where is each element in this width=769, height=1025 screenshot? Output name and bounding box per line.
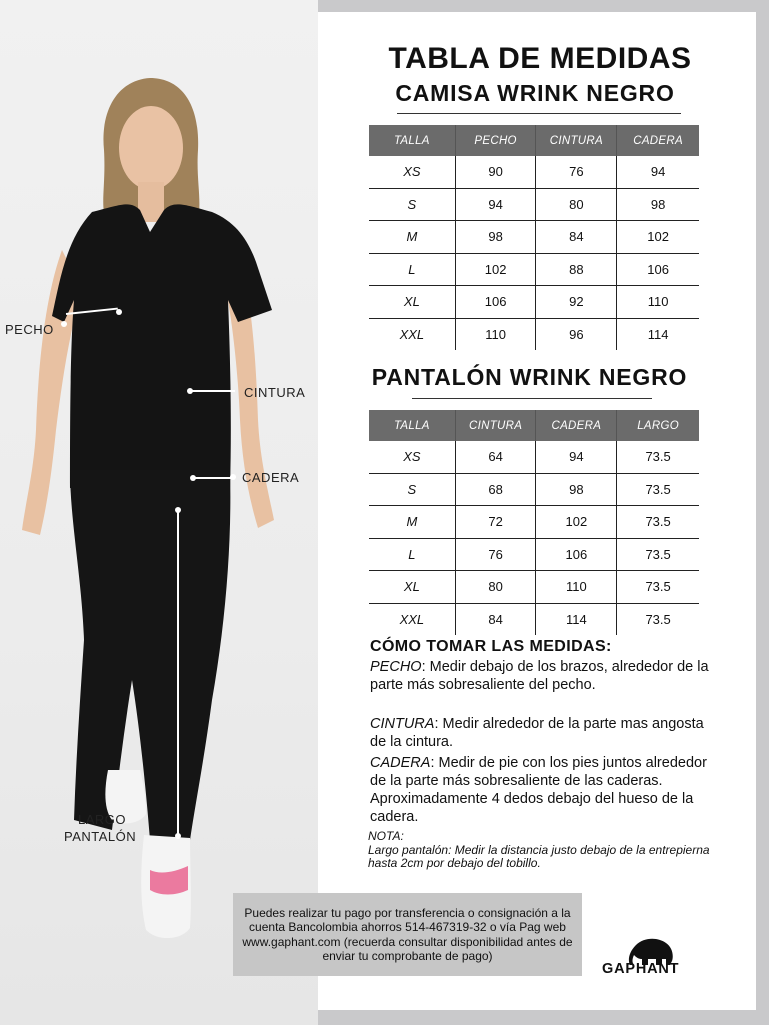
page-title: TABLA DE MEDIDAS xyxy=(388,42,692,75)
size-cell: M xyxy=(406,229,418,245)
cadera-callout-dot-end xyxy=(230,474,236,480)
shirt-title-rule xyxy=(397,113,681,114)
cadera-callout-line xyxy=(193,477,233,479)
model-photo xyxy=(0,0,318,1000)
size-cell: M xyxy=(406,514,418,530)
note-title: NOTA: xyxy=(368,829,404,843)
header-cell: TALLA xyxy=(393,419,430,432)
header-cell: LARGO xyxy=(616,410,699,441)
note-text: Largo pantalón: Medir la distancia justo debajo de la entrepierna hasta 2cm por debajo del tobillo. xyxy=(368,843,710,870)
value-cell: 72 xyxy=(455,506,536,538)
value-cell: 98 xyxy=(616,189,699,221)
value-cell: 73.5 xyxy=(616,441,699,473)
pants-title-rule xyxy=(412,398,652,399)
value-cell: 73.5 xyxy=(616,604,699,636)
value-cell: 102 xyxy=(455,254,536,286)
table-row xyxy=(369,506,699,539)
value-cell: 106 xyxy=(616,254,699,286)
value-cell: 114 xyxy=(535,604,616,636)
value-cell: 64 xyxy=(455,441,536,473)
table-row xyxy=(369,539,699,572)
payment-info-text: Puedes realizar tu pago por transferencia o consignación a la cuenta Bancolombia ahorros 514-467319-32 o vía Pag web www.gaphant.com (recuerda consultar disponibilidad antes de enviar tu comprobante de pago) xyxy=(242,905,573,963)
value-cell: 106 xyxy=(535,539,616,571)
cadera-instruction xyxy=(370,754,710,826)
cintura-instruction xyxy=(370,715,710,751)
table-row xyxy=(369,189,699,222)
value-cell: 73.5 xyxy=(616,571,699,603)
value-cell: 110 xyxy=(455,319,536,351)
table-row xyxy=(369,441,699,474)
payment-info-box xyxy=(233,893,582,976)
pecho-callout-label: PECHO xyxy=(5,322,54,337)
value-cell: 76 xyxy=(535,156,616,188)
size-cell: L xyxy=(408,546,416,562)
cintura-callout-label: CINTURA xyxy=(244,385,306,400)
value-cell: 94 xyxy=(455,189,536,221)
pecho-callout-dot xyxy=(116,309,122,315)
value-cell: 76 xyxy=(455,539,536,571)
size-cell: XL xyxy=(403,579,420,595)
value-cell: 73.5 xyxy=(616,506,699,538)
table-header xyxy=(369,410,699,441)
value-cell: 68 xyxy=(455,474,536,506)
table-header xyxy=(369,125,699,156)
pants-title: PANTALÓN WRINK NEGRO xyxy=(371,364,688,390)
value-cell: 114 xyxy=(616,319,699,351)
header-cell: CADERA xyxy=(535,410,616,441)
value-cell: 90 xyxy=(455,156,536,188)
table-row xyxy=(369,474,699,507)
value-cell: 110 xyxy=(535,571,616,603)
cintura-instruction-label: CINTURA xyxy=(370,716,435,732)
header-cell: TALLA xyxy=(393,134,430,147)
value-cell: 98 xyxy=(455,221,536,253)
value-cell: 80 xyxy=(535,189,616,221)
value-cell: 88 xyxy=(535,254,616,286)
value-cell: 73.5 xyxy=(616,474,699,506)
value-cell: 96 xyxy=(535,319,616,351)
value-cell: 84 xyxy=(455,604,536,636)
value-cell: 80 xyxy=(455,571,536,603)
pecho-instruction-text: : Medir debajo de los brazos, alrededor de la parte más sobresaliente del pecho. xyxy=(370,659,709,693)
header-cell: CINTURA xyxy=(455,410,536,441)
largo-callout-label-1: LARGO xyxy=(78,812,127,827)
table-row xyxy=(369,286,699,319)
value-cell: 106 xyxy=(455,286,536,318)
value-cell: 84 xyxy=(535,221,616,253)
cintura-instruction-text: : Medir alrededor de la parte mas angosta de la cintura. xyxy=(370,716,704,750)
largo-callout-label-2: PANTALÓN xyxy=(64,829,137,844)
shirt-title: CAMISA WRINK NEGRO xyxy=(395,80,675,106)
largo-callout-line xyxy=(177,510,179,836)
pecho-callout-dot-end xyxy=(61,321,67,327)
header-cell: PECHO xyxy=(455,125,536,156)
value-cell: 110 xyxy=(616,286,699,318)
header-cell: CINTURA xyxy=(535,125,616,156)
value-cell: 98 xyxy=(535,474,616,506)
size-cell: S xyxy=(407,481,417,497)
size-cell: XS xyxy=(403,449,421,465)
value-cell: 92 xyxy=(535,286,616,318)
cintura-callout-line xyxy=(190,390,235,392)
table-row xyxy=(369,604,699,636)
size-cell: XXL xyxy=(399,326,425,342)
value-cell: 73.5 xyxy=(616,539,699,571)
largo-callout-dot-bottom xyxy=(175,833,181,839)
table-row xyxy=(369,221,699,254)
value-cell: 102 xyxy=(616,221,699,253)
size-cell: L xyxy=(408,261,416,277)
value-cell: 94 xyxy=(535,441,616,473)
table-row xyxy=(369,156,699,189)
elephant-icon xyxy=(596,935,706,985)
pants-size-table xyxy=(369,410,699,635)
size-cell: XS xyxy=(403,164,421,180)
cadera-callout-label: CADERA xyxy=(242,470,300,485)
value-cell: 94 xyxy=(616,156,699,188)
how-to-measure-title: CÓMO TOMAR LAS MEDIDAS: xyxy=(370,638,612,655)
table-row xyxy=(369,571,699,604)
cadera-instruction-text: : Medir de pie con los pies juntos alrededor de la parte más sobresaliente de las caderas. Aproximadamente 4 dedos debajo del hueso de la cadera. xyxy=(370,755,707,825)
shirt-size-table xyxy=(369,125,699,350)
size-cell: XXL xyxy=(399,611,425,627)
size-cell: S xyxy=(407,196,417,212)
cadera-instruction-label: CADERA xyxy=(370,755,431,771)
header-cell: CADERA xyxy=(616,125,699,156)
table-row xyxy=(369,319,699,351)
pecho-instruction-label: PECHO xyxy=(370,659,422,675)
table-row xyxy=(369,254,699,287)
size-cell: XL xyxy=(403,294,420,310)
value-cell: 102 xyxy=(535,506,616,538)
brand-logo-text: GAPHANT xyxy=(602,961,680,977)
pecho-instruction xyxy=(370,658,710,694)
